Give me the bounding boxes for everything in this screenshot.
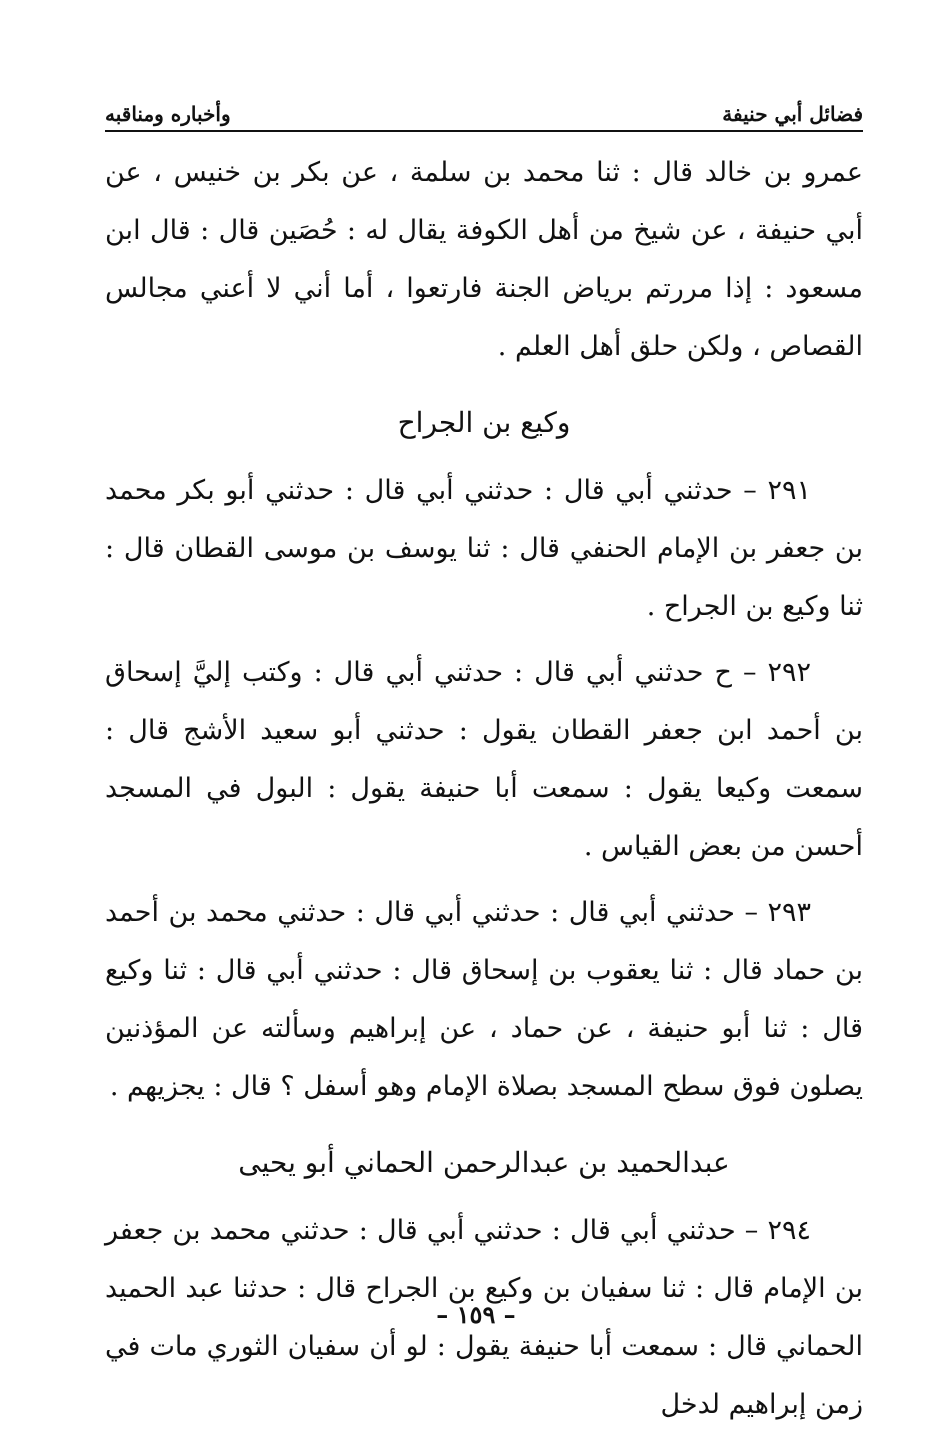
header-divider: [105, 130, 863, 132]
header-subtitle: وأخباره ومناقبه: [105, 102, 231, 126]
section-heading-abdulhamid: عبدالحميد بن عبدالرحمن الحماني أبو يحيى: [238, 1146, 730, 1179]
running-header: [105, 92, 863, 126]
paragraph-291: ٢٩١ – حدثني أبي قال : حدثني أبي قال : حدثني أبو بكر محمد بن جعفر بن الإمام الحنفي قال : ثنا يوسف بن موسى القطان قال : ثنا وكيع بن الجراح .: [105, 475, 863, 622]
paragraph-292: ٢٩٢ – ح حدثني أبي قال : حدثني أبي قال : وكتب إليَّ إسحاق بن أحمد ابن جعفر القطان يقول : حدثني أبو سعيد الأشج قال : سمعت وكيعا يقول : سمعت أبا حنيفة يقول : البول في المسجد أحسن من بعض القياس .: [105, 657, 863, 862]
header-book-title: فضائل أبي حنيفة: [722, 102, 863, 126]
paragraph-intro: عمرو بن خالد قال : ثنا محمد بن سلمة ، عن بكر بن خنيس ، عن أبي حنيفة ، عن شيخ من أهل الكوفة يقال له : حُصَين قال : قال ابن مسعود : إذا مررتم برياض الجنة فارتعوا ، أما أني لا أعني مجالس القصاص ، ولكن حلق أهل العلم .: [105, 157, 863, 362]
page-body: [105, 144, 863, 1434]
paragraph-294: ٢٩٤ – حدثني أبي قال : حدثني أبي قال : حدثني محمد بن جعفر بن الإمام قال : ثنا سفيان بن وكيع بن الجراح قال : حدثنا عبد الحميد الحماني قال : سمعت أبا حنيفة يقول : لو أن سفيان الثوري مات في زمن إبراهيم لدخل: [105, 1215, 863, 1420]
section-heading-wakee: وكيع بن الجراح: [397, 406, 571, 439]
paragraph-293: ٢٩٣ – حدثني أبي قال : حدثني أبي قال : حدثني محمد بن أحمد بن حماد قال : ثنا يعقوب بن إسحاق قال : حدثني أبي قال : ثنا وكيع قال : ثنا أبو حنيفة ، عن حماد ، عن إبراهيم وسألته عن المؤذنين يصلون فوق سطح المسجد بصلاة الإمام وهو أسفل ؟ قال : يجزيهم .: [105, 897, 864, 1102]
page-number: – ١٥٩ –: [436, 1300, 516, 1329]
